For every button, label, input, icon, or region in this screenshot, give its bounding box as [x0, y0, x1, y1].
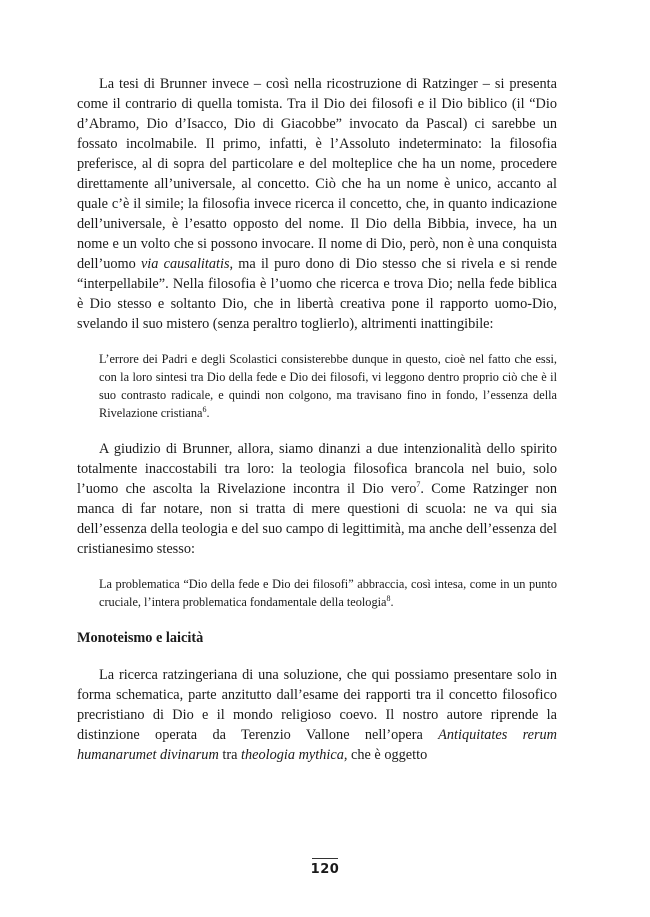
- blockquote-2-text: La problematica “Dio della fede e Dio dei filosofi” abbraccia, così intesa, come in un punto cruciale, l’intera problematica fondamentale della teologia: [99, 577, 557, 609]
- paragraph-1-italic: via causalitatis: [140, 256, 230, 272]
- paragraph-3-italic-term: theologia mythica: [241, 747, 344, 763]
- blockquote-1: [99, 350, 557, 422]
- paragraph-3-italic-title: Antiquitates rerum humanarumet divinarum: [77, 727, 557, 763]
- paragraph-3-text: La ricerca ratzingeriana di una soluzione, che qui possiamo presentare solo in forma schematica, parte anzitutto dall’esame dei rapporti tra il concetto filosofico precristiano di Dio e il mondo religioso coevo. Il nostro autore riprende la distinzione operata da Terenzio Vallone nell’opera: [77, 667, 557, 743]
- page-number: 120: [310, 862, 340, 877]
- section-heading: Monoteismo e laicità: [77, 630, 204, 646]
- blockquote-1-text: L’errore dei Padri e degli Scolastici consisterebbe dunque in questo, cioè nel fatto che essi, con la loro sintesi tra Dio della fede e Dio dei filosofi, vi leggono dentro proprio ciò che è il suo contrasto radicale, e quindi non colgono, ma travisano fino in fondo, l’essenza della Rivelazione cristiana: [99, 352, 557, 420]
- paragraph-1-text-after: , ma il puro dono di Dio stesso che si rivela e si rende “interpellabile”. Nella filosofia è l’uomo che ricerca e trova Dio; nella fede biblica è Dio stesso e soltanto Dio, che in libertà creativa pone il rapporto uomo-Dio, svelando il suo mistero (senza peraltro toglierlo), altrimenti inattingibile:: [77, 256, 558, 332]
- paragraph-2-text-after: . Come Ratzinger non manca di far notare, non si tratta di mere questioni di scuola: ne va qui sia dell’essenza della teologia e del suo campo di legittimità, ma anche dell’essenza del cristianesimo stesso:: [77, 481, 557, 557]
- paragraph-1-text: La tesi di Brunner invece – così nella ricostruzione di Ratzinger – si presenta come il contrario di quella tomista. Tra il Dio dei filosofi e il Dio biblico (il “Dio d’Abramo, Dio d’Isacco, Dio di Giacobbe” invocato da Pascal) ci sarebbe un fossato incolmabile. Il primo, infatti, è l’Assoluto indeterminato: la filosofia preferisce, al di sopra del particolare e del molteplice che ha un nome, procedere direttamente all’universale, al concetto. Ciò che ha un nome è unico, accanto al quale c’è il simile; la filosofia invece ricerca il concetto, che, in quanto indicazione dell’universale, è l’esatto opposto del nome. Il Dio della Bibbia, invece, ha un nome e un volto che si possono invocare. Il nome di Dio, però, non è una conquista dell’uomo: [77, 76, 557, 272]
- paragraph-3: [77, 665, 557, 765]
- footnote-ref-7[interactable]: 7: [416, 480, 421, 490]
- page-footer: [0, 858, 650, 877]
- paragraph-2: [77, 439, 557, 559]
- page-body: [77, 74, 557, 765]
- blockquote-1-end: .: [206, 406, 210, 420]
- footnote-ref-8[interactable]: 8: [386, 593, 391, 603]
- paragraph-3-text-after: , che è oggetto: [343, 747, 428, 763]
- paragraph-1: [77, 74, 557, 334]
- footer-rule: [312, 858, 338, 859]
- blockquote-2: [99, 575, 557, 611]
- paragraph-3-middle: tra: [222, 747, 238, 763]
- blockquote-2-end: .: [390, 595, 394, 609]
- footnote-ref-6[interactable]: 6: [202, 404, 207, 414]
- paragraph-2-text: A giudizio di Brunner, allora, siamo dinanzi a due intenzionalità dello spirito totalmente inaccostabili tra loro: la teologia filosofica brancola nel buio, solo l’uomo che ascolta la Rivelazione incontra il Dio vero: [77, 441, 557, 497]
